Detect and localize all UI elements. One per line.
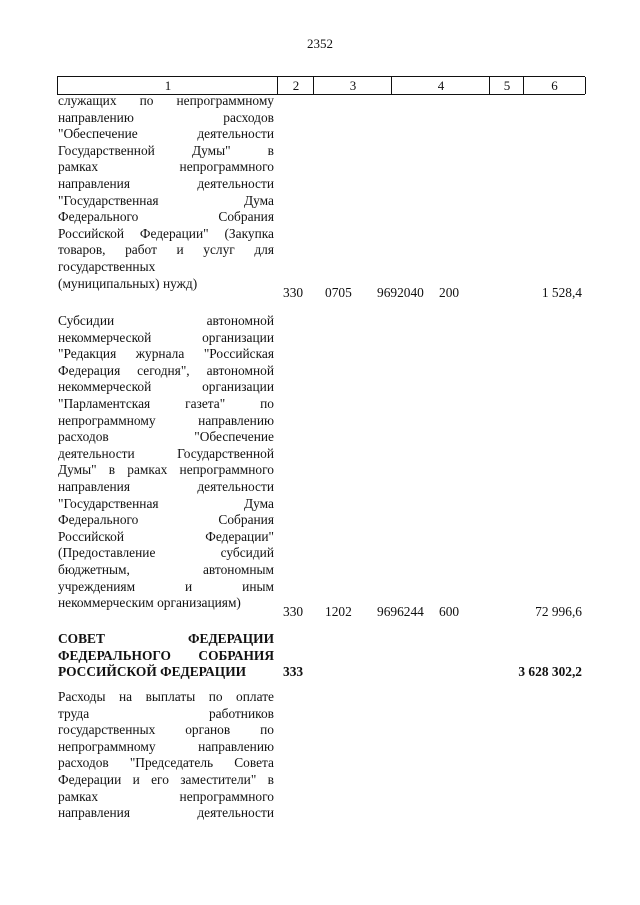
description-line: направления деятельности <box>58 805 274 821</box>
description-line: Российской Федерации" (Закупка <box>58 225 274 241</box>
description-line: рамках непрограммного <box>58 788 274 804</box>
description-line: Расходы на выплаты по оплате <box>58 689 274 704</box>
description-line: направления деятельности <box>58 175 274 191</box>
column-header-5: 5 <box>489 77 524 94</box>
description-line: Думы" в рамках непрограммного <box>58 462 274 478</box>
description-line: "Парламентская газета" по <box>58 395 274 411</box>
column-header-6: 6 <box>523 77 586 94</box>
description-line: "Государственная Дума <box>58 192 274 208</box>
description-line: "Обеспечение деятельности <box>58 126 274 142</box>
heading-line: ФЕДЕРАЛЬНОГО СОБРАНИЯ <box>58 647 274 663</box>
row-2-description <box>58 313 274 612</box>
row-1-col6: 1 528,4 <box>541 285 582 300</box>
row-2-col3: 1202 <box>325 604 352 619</box>
row-1-col4: 9692040 <box>377 285 424 300</box>
description-line: государственных органов по <box>58 722 274 738</box>
description-line: Федерации и его заместители" в <box>58 771 274 787</box>
description-line: Федерального Собрания <box>58 512 274 528</box>
heading-line: РОССИЙСКОЙ ФЕДЕРАЦИИ <box>58 664 247 680</box>
row-1-col2: 330 <box>283 285 304 300</box>
row-1-col5: 200 <box>439 285 460 300</box>
description-line: Федерального Собрания <box>58 209 274 225</box>
description-line: Федерация сегодня", автономной <box>58 362 274 378</box>
column-header-3: 3 <box>313 77 392 94</box>
column-header-4: 4 <box>391 77 490 94</box>
description-line: Государственной Думы" в <box>58 142 274 158</box>
description-line: Российской Федерации" <box>58 528 274 544</box>
description-line: "Государственная Дума <box>58 495 274 511</box>
description-line: (Предоставление субсидий <box>58 545 274 561</box>
description-line: деятельности Государственной <box>58 445 274 461</box>
description-line: расходов "Председатель Совета <box>58 755 274 771</box>
page-number: 2352 <box>307 36 333 51</box>
description-line: (муниципальных) нужд) <box>58 275 198 291</box>
description-line: учреждениям и иным <box>58 578 274 594</box>
description-line: направления деятельности <box>58 478 274 494</box>
row-3-col6: 3 628 302,2 <box>518 664 582 679</box>
description-line: бюджетным, автономным <box>58 561 274 577</box>
row-1-col3: 0705 <box>325 285 352 300</box>
heading-line: СОВЕТ ФЕДЕРАЦИИ <box>58 631 274 646</box>
row-1-description <box>58 93 274 292</box>
description-line: некоммерческой организации <box>58 379 274 395</box>
row-3-section-heading <box>58 631 274 681</box>
column-header-2: 2 <box>277 77 314 94</box>
description-line: некоммерческим организациям) <box>58 595 241 611</box>
description-line: направлению расходов <box>58 109 274 125</box>
description-line: непрограммному направлению <box>58 412 274 428</box>
row-2-col5: 600 <box>439 604 460 619</box>
description-line: непрограммному направлению <box>58 738 274 754</box>
row-2-col6: 72 996,6 <box>535 604 582 619</box>
row-2-col4: 9696244 <box>377 604 424 619</box>
description-line: расходов "Обеспечение <box>58 429 274 445</box>
description-line: товаров, работ и услуг для <box>58 242 274 258</box>
row-3-col2: 333 <box>283 664 304 679</box>
description-line: государственных <box>58 258 156 274</box>
description-line: некоммерческой организации <box>58 329 274 345</box>
column-header-1: 1 <box>57 77 278 94</box>
description-line: служащих по непрограммному <box>58 93 274 108</box>
description-line: Субсидии автономной <box>58 313 274 328</box>
row-2-col2: 330 <box>283 604 304 619</box>
description-line: "Редакция журнала "Российская <box>58 346 274 362</box>
row-4-description <box>58 689 274 822</box>
description-line: труда работников <box>58 705 274 721</box>
description-line: рамках непрограммного <box>58 159 274 175</box>
